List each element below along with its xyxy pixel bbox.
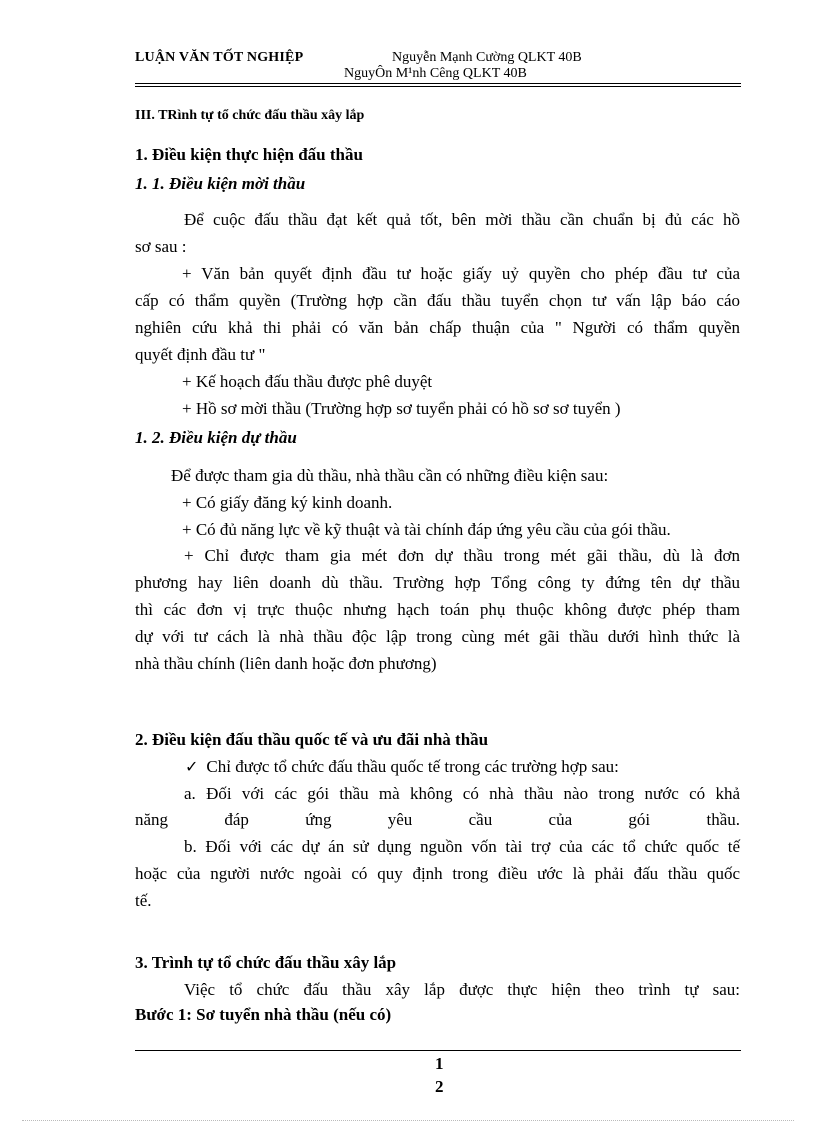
check-icon: ✓ xyxy=(185,757,199,776)
paragraph-line: b. Đối với các dự án sử dụng nguồn vốn tài trợ của các tổ chức quốc tế xyxy=(184,837,740,856)
paragraph-line: thì các đơn vị trực thuộc nhưng hạch toán phụ thuộc không được phép tham xyxy=(135,600,740,619)
paragraph-line: nhà thầu chính (liên danh hoặc đơn phương) xyxy=(135,654,437,673)
list-item: + Có đủ năng lực về kỹ thuật và tài chính đáp ứng yêu cầu của gói thầu. xyxy=(182,520,671,539)
header-title: LUẬN VĂN TỐT NGHIỆP xyxy=(135,50,304,65)
page-edge-divider xyxy=(22,1120,794,1121)
paragraph-line: dự với tư cách là nhà thầu độc lập trong cùng mét gãi thầu dưới hình thức là xyxy=(135,627,740,646)
paragraph-line: + Văn bản quyết định đầu tư hoặc giấy uỷ quyền cho phép đầu tư của xyxy=(182,264,740,283)
paragraph-line: Để được tham gia dù thầu, nhà thầu cần có những điều kiện sau: xyxy=(171,466,609,485)
paragraph-line: nghiên cứu khả thi phải có văn bản chấp thuận của " Người có thẩm quyền xyxy=(135,318,740,337)
paragraph-line: Để cuộc đấu thầu đạt kết quả tốt, bên mời thầu cần chuẩn bị đủ các hồ xyxy=(184,210,740,229)
heading-1-1: 1. 1. Điều kiện mời thầu xyxy=(135,174,306,193)
list-item: + Kế hoạch đấu thầu được phê duyệt xyxy=(182,372,433,391)
paragraph-line: Việc tổ chức đấu thầu xây lắp được thực hiện theo trình tự sau: xyxy=(184,980,740,999)
step-1-heading: Bước 1: Sơ tuyển nhà thầu (nếu có) xyxy=(135,1005,392,1024)
checklist-text: Chỉ được tổ chức đấu thầu quốc tế trong các trường hợp sau: xyxy=(206,757,619,776)
paragraph-line: + Chỉ được tham gia mét đơn dự thầu trong mét gãi thầu, dù là đơn xyxy=(184,546,740,565)
paragraph-line: a. Đối với các gói thầu mà không có nhà thầu nào trong nước có khả xyxy=(184,784,740,803)
paragraph-line: tế. xyxy=(135,891,152,910)
list-item: + Hồ sơ mời thầu (Trường hợp sơ tuyển phải có hồ sơ sơ tuyển ) xyxy=(182,399,621,418)
paragraph-line: phương hay liên doanh dù thầu. Trường hợp Tổng công ty đứng tên dự thầu xyxy=(135,573,740,592)
paragraph-line: năng đáp ứng yêu cầu của gói thầu. xyxy=(135,810,740,829)
header-rule xyxy=(135,83,741,84)
paragraph-line: quyết định đầu tư " xyxy=(135,345,266,364)
header-rule-double xyxy=(135,86,741,87)
list-item: + Có giấy đăng ký kinh doanh. xyxy=(182,493,393,512)
header-author-line-2: NguyÔn M¹nh Cêng QLKT 40B xyxy=(344,66,527,81)
section-heading: III. TRình tự tổ chức đấu thầu xây lắp xyxy=(135,108,365,123)
footer-rule xyxy=(135,1050,741,1051)
paragraph-line: sơ sau : xyxy=(135,237,187,256)
checklist-item xyxy=(185,753,740,780)
page-number: 2 xyxy=(435,1077,444,1096)
page-header xyxy=(135,48,741,84)
heading-3: 3. Trình tự tổ chức đấu thầu xây lắp xyxy=(135,953,397,972)
heading-1-2: 1. 2. Điều kiện dự thầu xyxy=(135,428,297,447)
paragraph-line: cấp có thẩm quyền (Trường hợp cần đấu thầu tuyển chọn tư vấn lập báo cáo xyxy=(135,291,740,310)
heading-1: 1. Điều kiện thực hiện đấu thầu xyxy=(135,145,363,164)
heading-2: 2. Điều kiện đấu thầu quốc tế và ưu đãi nhà thầu xyxy=(135,730,489,749)
header-author-line-1: Nguyễn Mạnh Cường QLKT 40B xyxy=(392,50,582,65)
page-number: 1 xyxy=(435,1054,444,1073)
paragraph-line: hoặc của người nước ngoài có quy định trong điều ước là phải đấu thầu quốc xyxy=(135,864,740,883)
